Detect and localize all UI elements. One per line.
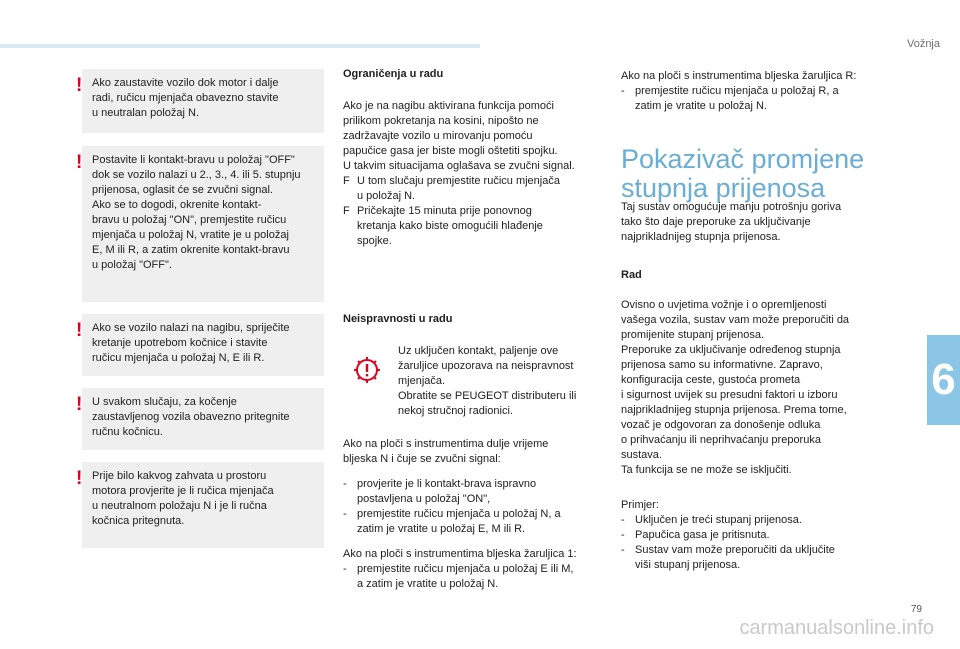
tip-item: F U tom slučaju premjestite ručicu mjenjača u položaj N. [343,175,560,202]
list-item: - Papučica gasa je pritisnuta. [621,529,770,541]
page-number: 79 [910,604,922,615]
fault-steps [343,477,601,537]
fault-intro: Ako na ploči s instrumentima dulje vrijeme bljeska N i čuje se zvučni signal: [343,438,549,465]
heading-ogranicenja: Ograničenja u radu [343,68,444,80]
exclamation-icon: ! [76,394,83,415]
list-item: - premjestite ručicu mjenjača u položaj R, a zatim je vratite u položaj N. [621,85,839,112]
warning-text: Postavite li kontakt-bravu u položaj "OFF" dok se vozilo nalazi u 2., 3., 4. ili 5. stupnju prijenosa, oglasit će se zvučni signal. Ako se to dogodi, okrenite kontakt- bravu u položaj "ON", premjestite ručicu mjenjača u položaj N, vratite je u položaj E, M ili R, a zatim okrenite kontakt-bravu u položaj "OFF". [92,154,301,271]
gear-indicator-title: Pokazivač promjene stupnja prijenosa [621,144,865,203]
arrow-bullet-icon: F [343,175,350,187]
example-section: Primjer: - Uključen je treći stupanj prijenosa. - Papučica gasa je pritisnuta. - Sustav vam može preporučiti da uključite viši stupanj prijenosa. [621,498,883,573]
warning-box-1 [76,69,324,133]
heading-neispravnosti: Neispravnosti u radu [343,313,453,325]
arrow-bullet-icon: F [343,205,350,217]
lamp1-section: Ako na ploči s instrumentima bljeska žaruljica 1: - premjestite ručicu mjenjača u položaj E ili M, a zatim je vratite u položaj N. [343,547,601,592]
gearbox-fault-icon [352,357,382,383]
fault-alert-text: Uz uključen kontakt, paljenje ove žaruljice upozorava na neispravnost mjenjača. Obratite se PEUGEOT distributeru ili nekoj stručnoj radionici. [398,345,577,417]
intro-paragraph: Ako je na nagibu aktivirana funkcija pomoći prilikom pokretanja na kosini, nipošto ne zadržavajte vozilo u mirovanju pomoću papučice gasa jer biste mogli oštetiti spojku. U takvim situacijama oglašava se zvučni signal. F U tom slučaju premjestite ručicu mjenjača u položaj N. F Pričekajte 15 minuta prije ponovnog kretanja kako biste omogućili hlađenje spojke. [343,99,601,249]
warning-text: Ako zaustavite vozilo dok motor i dalje radi, ručicu mjenjača obavezno stavite u neutralan položaj N. [92,77,279,119]
exclamation-icon: ! [76,75,83,96]
warning-box-2 [76,146,324,302]
list-item: - provjerite je li kontakt-brava ispravno postavljena u položaj "ON", [343,478,537,505]
section-title: Vožnja [906,38,940,50]
warning-box-3 [76,314,324,376]
exclamation-icon: ! [76,468,83,489]
warning-text: Ako se vozilo nalazi na nagibu, spriječite kretanje upotrebom kočnice i stavite ručicu mjenjača u položaj N, E ili R. [92,322,290,364]
warning-box-4 [76,388,324,450]
chapter-tab: 6 [927,335,960,425]
list-item: - Uključen je treći stupanj prijenosa. [621,514,802,526]
watermark: carmanualsonline.info [739,617,934,639]
heading-rad: Rad [621,269,642,281]
list-item: - Sustav vam može preporučiti da uključite viši stupanj prijenosa. [621,544,835,571]
tip-item: F Pričekajte 15 minuta prije ponovnog kretanja kako biste omogućili hlađenje spojke. [343,205,543,247]
warning-text: U svakom slučaju, za kočenje zaustavljenog vozila obavezno pritegnite ručnu kočnicu. [92,396,290,438]
warning-text: Prije bilo kakvog zahvata u prostoru motora provjerite je li ručica mjenjača u neutralnom položaju N i je li ručna kočnica pritegnuta. [92,470,274,527]
lampR-section: Ako na ploči s instrumentima bljeska žaruljica R: - premjestite ručicu mjenjača u položaj R, a zatim je vratite u položaj N. [621,69,883,114]
exclamation-icon: ! [76,320,83,341]
warning-box-5 [76,462,324,548]
list-item: - premjestite ručicu mjenjača u položaj E ili M, a zatim je vratite u položaj N. [343,563,574,590]
rad-paragraph: Ovisno o uvjetima vožnje i o opremljenosti vašega vozila, sustav vam može preporučiti da promijenite stupanj prijenosa. Preporuke za uključivanje određenog stupnja prijenosa samo su informativne. Zapravo, konfiguracija ceste, gustoća prometa i sigurnost uvijek su presudni faktori u izboru najprikladnijeg stupnja prijenosa. Prema tome, vozač je odgovoran za donošenje odluka o prihvaćanju ili neprihvaćanju preporuka sustava. Ta funkcija se ne može se isključiti. [621,299,850,476]
header-bar [0,44,480,48]
exclamation-icon: ! [76,152,83,173]
list-item: - premjestite ručicu mjenjača u položaj N, a zatim je vratite u položaj E, M ili R. [343,508,561,535]
gear-indicator-desc: Taj sustav omogućuje manju potrošnju goriva tako što daje preporuke za uključivanje najprikladnijeg stupnja prijenosa. [621,201,842,243]
